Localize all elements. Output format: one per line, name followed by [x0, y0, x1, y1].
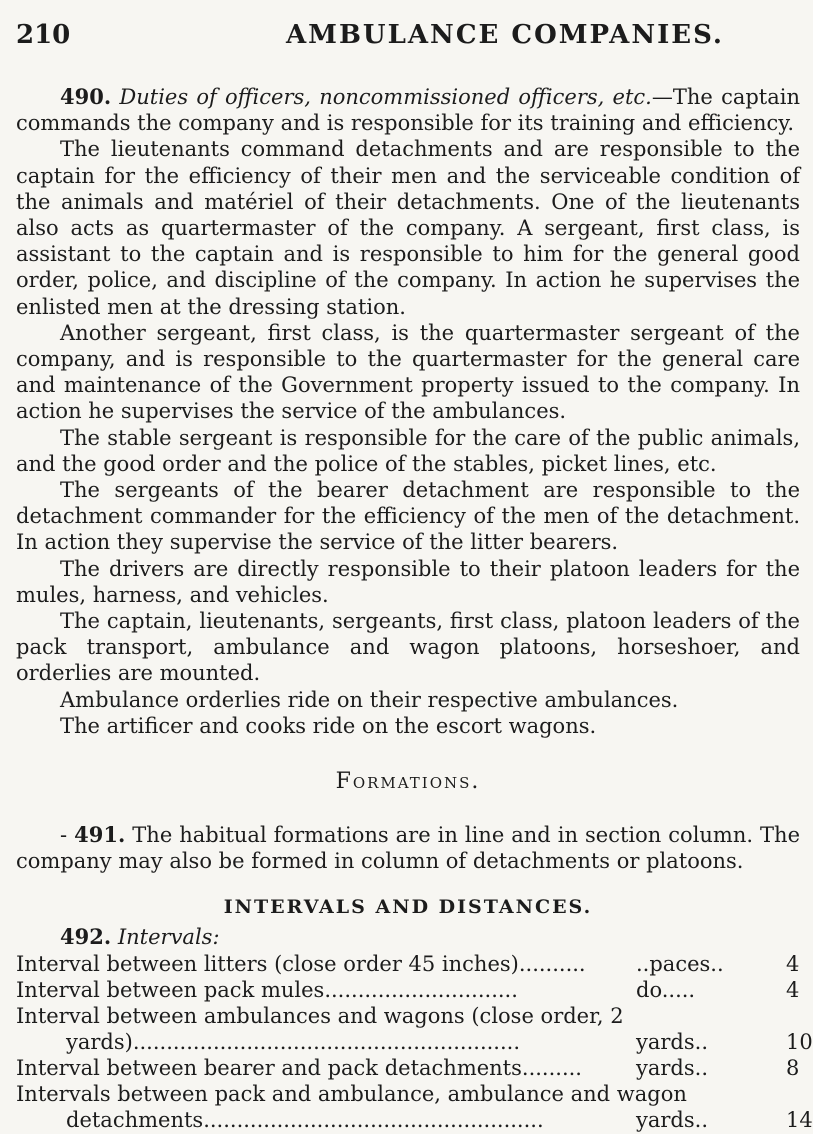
row-value: 8 — [786, 1055, 800, 1080]
row-label: Interval between pack mules............................. — [16, 977, 518, 1002]
intervals-heading: INTERVALS AND DISTANCES. — [223, 896, 593, 919]
page-number: 210 — [16, 20, 71, 50]
row-label: Interval between bearer and pack detachments......... — [16, 1055, 582, 1080]
row-value: 4 — [786, 951, 800, 976]
table-row — [16, 1081, 800, 1107]
running-title: AMBULANCE COMPANIES. — [286, 20, 724, 50]
formations-heading: Formations. — [335, 769, 481, 795]
paragraph: The sergeants of the bearer detachment are responsible to the detachment commander for the efficiency of the men of the detachment. In action they supervise the service of the litter bearers. — [16, 478, 800, 555]
section-prefix: - — [60, 823, 68, 848]
table-row — [16, 977, 800, 1003]
row-value: 4 — [786, 977, 800, 1002]
paragraph-text: The habitual formations are in line and in section column. The company may also be formed in column of detachments or platoons. — [16, 823, 801, 874]
row-label: yards).......................................................... — [66, 1029, 521, 1054]
paragraph: The stable sergeant is responsible for the care of the public animals, and the good order and the police of the stables, picket lines, etc. — [16, 425, 800, 476]
row-label: Intervals between pack and ambulance, ambulance and wagon — [16, 1081, 687, 1106]
paragraph-491 — [16, 822, 800, 874]
table-row — [16, 951, 800, 977]
paragraph: The drivers are directly responsible to their platoon leaders for the mules, harness, and vehicles. — [16, 556, 800, 607]
section-number-491: 491. — [74, 822, 126, 848]
table-row — [16, 1029, 813, 1055]
section-number-492: 492. — [60, 924, 112, 950]
row-unit: yards.. — [636, 1107, 708, 1132]
intervals-table — [16, 951, 813, 1133]
section-492-heading — [16, 924, 800, 950]
paragraph: The artificer and cooks ride on the escort wagons. — [60, 713, 597, 738]
row-unit: yards.. — [636, 1055, 708, 1080]
paragraph-text: —The captain commands the company and is responsible for its training and efficiency. — [16, 85, 800, 136]
paragraph-490-intro — [16, 84, 800, 136]
row-unit: yards.. — [636, 1029, 708, 1054]
row-value: 10 — [786, 1029, 813, 1054]
paragraph: The captain, lieutenants, sergeants, first class, platoon leaders of the pack transport, ambulance and wagon platoons, horseshoer, and orderlies are mounted. — [16, 609, 800, 686]
row-unit: do..... — [636, 977, 696, 1002]
section-title-490: Duties of officers, noncommissioned officers, etc. — [119, 85, 652, 109]
table-row — [16, 1003, 800, 1029]
paragraph: The lieutenants command detachments and are responsible to the captain for the efficiency of their men and the serviceable condition of the animals and matériel of their detachments. One of the lieutenants also acts as quartermaster of the company. A sergeant, first class, is assistant to the captain and is responsible to him for the general good order, police, and discipline of the company. In action he supervises the enlisted men at the dressing station. — [16, 137, 800, 319]
table-row — [16, 1055, 800, 1081]
row-label: detachments................................................... — [66, 1107, 544, 1132]
row-value: 14 — [786, 1107, 813, 1132]
row-unit: ..paces.. — [636, 951, 724, 976]
running-header — [16, 20, 784, 60]
section-title-492: Intervals: — [117, 925, 220, 950]
page-body — [16, 84, 813, 1133]
paragraph: Ambulance orderlies ride on their respective ambulances. — [60, 687, 679, 712]
paragraph: Another sergeant, first class, is the quartermaster sergeant of the company, and is responsible to the quartermaster for the general care and maintenance of the Government property issued to the company. In action he supervises the service of the ambulances. — [16, 320, 800, 424]
section-number-490: 490. — [60, 84, 112, 109]
row-label: Interval between ambulances and wagons (close order, 2 — [16, 1003, 624, 1028]
row-label: Interval between litters (close order 45 inches).......... — [16, 951, 586, 976]
table-row — [16, 1107, 813, 1133]
